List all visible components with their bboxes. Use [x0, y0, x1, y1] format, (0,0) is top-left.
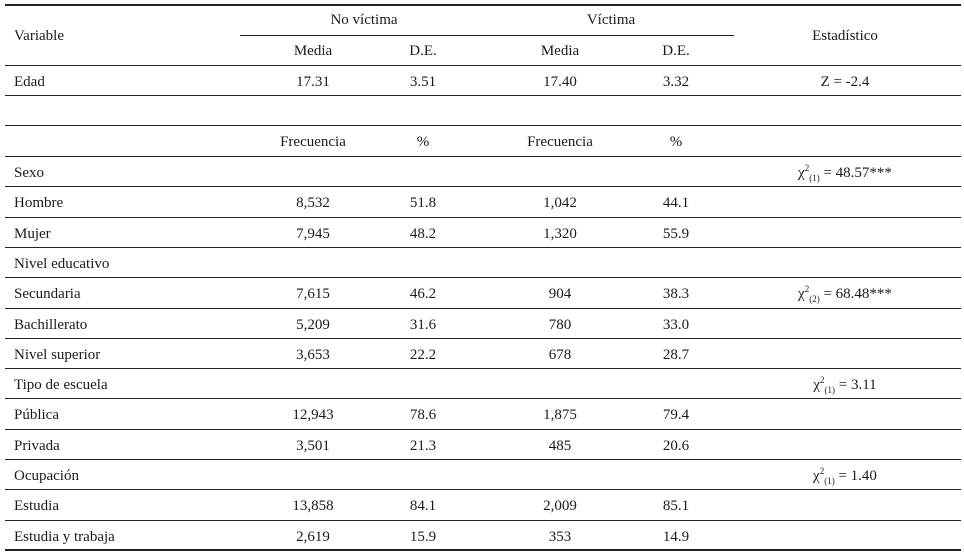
cell-nv-frequency: 5,209 [296, 317, 330, 333]
row-rule [5, 186, 961, 187]
cell-v-frequency: 1,042 [543, 195, 577, 211]
header-nv-percent: % [416, 134, 430, 150]
cell-v-sd: 3.32 [662, 74, 690, 90]
statistic-value: = 3.11 [835, 377, 877, 393]
header-statistic: Estadístico [812, 28, 878, 44]
header-group-no-victim: No víctima [330, 12, 398, 28]
chi-superscript: 2 [820, 375, 825, 385]
row-label: Hombre [14, 195, 64, 211]
table-bottom-rule [5, 549, 961, 551]
cell-v-percent: 79.4 [662, 407, 690, 423]
cell-nv-percent: 46.2 [409, 286, 437, 302]
section-label: Sexo [14, 165, 44, 181]
cell-nv-frequency: 7,615 [296, 286, 330, 302]
cell-statistic [735, 376, 955, 394]
cell-v-frequency: 678 [548, 347, 572, 363]
chi-square-symbol: χ [813, 468, 820, 484]
row-rule [5, 429, 961, 430]
statistic-value: = 68.48*** [819, 286, 892, 302]
cell-v-percent: 20.6 [662, 438, 690, 454]
row-label: Edad [14, 74, 45, 90]
row-rule [5, 459, 961, 460]
cell-v-frequency: 485 [548, 438, 572, 454]
cell-nv-sd: 3.51 [409, 74, 437, 90]
cell-nv-percent: 84.1 [409, 498, 437, 514]
cell-v-frequency: 780 [548, 317, 572, 333]
cell-nv-frequency: 3,501 [296, 438, 330, 454]
chi-superscript: 2 [819, 466, 825, 476]
cell-v-mean: 17.40 [543, 74, 577, 90]
cell-v-frequency: 1,875 [543, 407, 577, 423]
row-rule [5, 247, 961, 248]
cell-v-frequency: 1,320 [543, 226, 577, 242]
header-variable: Variable [14, 28, 64, 44]
cell-nv-mean: 17.31 [296, 74, 330, 90]
cell-nv-frequency: 12,943 [292, 407, 334, 423]
section-label: Tipo de escuela [14, 377, 108, 393]
header-v-percent: % [669, 134, 683, 150]
header-v-sd: D.E. [662, 43, 690, 59]
row-rule [5, 95, 961, 96]
cell-nv-percent: 22.2 [409, 347, 437, 363]
cell-statistic [735, 285, 955, 303]
degrees-of-freedom: (1) [824, 476, 835, 486]
row-rule [5, 277, 961, 278]
section-label: Ocupación [14, 468, 79, 484]
cell-nv-percent: 31.6 [409, 317, 437, 333]
cell-statistic [735, 164, 955, 182]
row-rule [5, 217, 961, 218]
cell-nv-percent: 78.6 [409, 407, 437, 423]
row-label: Estudia [14, 498, 59, 514]
row-rule [5, 338, 961, 339]
row-rule [5, 308, 961, 309]
cell-v-percent: 38.3 [662, 286, 690, 302]
row-rule [5, 520, 961, 521]
row-label: Pública [14, 407, 59, 423]
cell-nv-percent: 21.3 [409, 438, 437, 454]
header-v-frequency: Frecuencia [527, 134, 593, 150]
cell-nv-frequency: 13,858 [292, 498, 334, 514]
freq-header-top-rule [5, 125, 961, 126]
cell-v-percent: 55.9 [662, 226, 690, 242]
cell-v-percent: 33.0 [662, 317, 690, 333]
row-label: Nivel superior [14, 347, 101, 363]
cell-nv-percent: 15.9 [409, 529, 437, 545]
header-bottom-rule [5, 65, 961, 66]
cell-v-frequency: 2,009 [543, 498, 577, 514]
degrees-of-freedom: (1) [809, 173, 820, 183]
header-nv-sd: D.E. [409, 43, 437, 59]
chi-square-symbol: χ [798, 286, 805, 302]
cell-nv-frequency: 3,653 [296, 347, 330, 363]
cell-v-percent: 44.1 [662, 195, 690, 211]
table-top-rule [5, 4, 961, 6]
degrees-of-freedom: (1) [824, 385, 835, 395]
cell-nv-percent: 51.8 [409, 195, 437, 211]
header-nv-mean: Media [293, 43, 333, 59]
chi-superscript: 2 [804, 284, 810, 294]
cell-v-percent: 85.1 [662, 498, 690, 514]
header-v-mean: Media [540, 43, 580, 59]
row-rule [5, 368, 961, 369]
row-rule [5, 156, 961, 157]
cell-statistic: Z = -2.4 [820, 74, 870, 90]
cell-nv-frequency: 7,945 [296, 226, 330, 242]
cell-nv-frequency: 2,619 [296, 529, 330, 545]
cell-v-percent: 14.9 [662, 529, 690, 545]
cell-statistic [735, 467, 955, 485]
statistic-value: = 1.40 [834, 468, 877, 484]
cell-v-frequency: 904 [548, 286, 572, 302]
cell-v-frequency: 353 [548, 529, 572, 545]
cell-v-percent: 28.7 [662, 347, 690, 363]
degrees-of-freedom: (2) [809, 294, 820, 304]
header-group-victim: Víctima [586, 12, 636, 28]
row-label: Mujer [14, 226, 51, 242]
row-rule [5, 398, 961, 399]
header-nv-frequency: Frecuencia [280, 134, 346, 150]
chi-square-symbol: χ [813, 377, 820, 393]
chi-square-symbol: χ [798, 165, 805, 181]
statistic-value: = 48.57*** [819, 165, 892, 181]
row-label: Secundaria [14, 286, 81, 302]
cell-nv-frequency: 8,532 [296, 195, 330, 211]
section-label: Nivel educativo [14, 256, 110, 272]
group-underline [240, 35, 734, 36]
row-label: Estudia y trabaja [14, 529, 115, 545]
row-label: Bachillerato [14, 317, 88, 333]
row-rule [5, 489, 961, 490]
chi-superscript: 2 [804, 163, 810, 173]
row-label: Privada [14, 438, 60, 454]
cell-nv-percent: 48.2 [409, 226, 437, 242]
